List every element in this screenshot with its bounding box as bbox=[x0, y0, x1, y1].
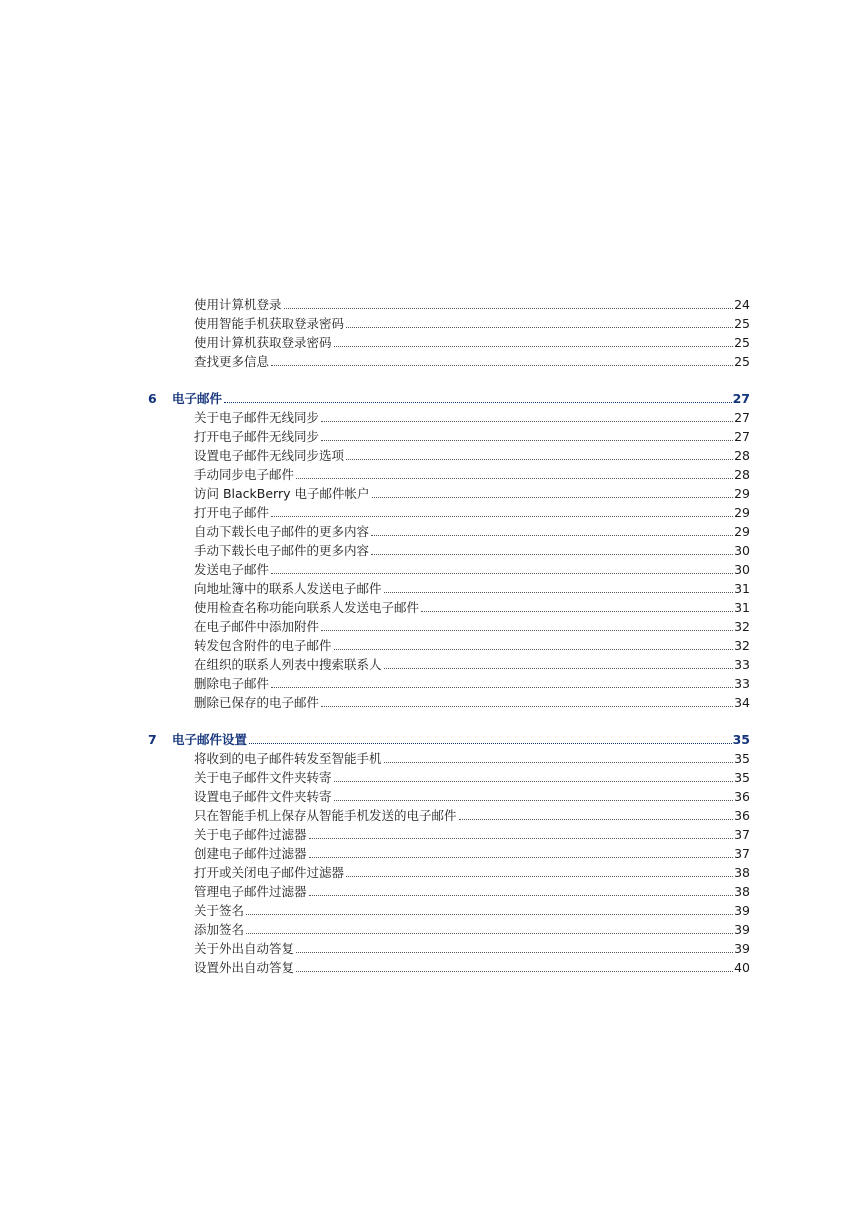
toc-entry[interactable] bbox=[148, 408, 750, 427]
entry-page-number: 25 bbox=[734, 335, 750, 350]
entry-page-number: 31 bbox=[734, 581, 750, 596]
entry-page-number: 27 bbox=[734, 429, 750, 444]
toc-entry[interactable] bbox=[148, 333, 750, 352]
toc-entry[interactable] bbox=[148, 636, 750, 655]
toc-entry[interactable] bbox=[148, 522, 750, 541]
dot-leader bbox=[224, 402, 732, 403]
entry-page-number: 37 bbox=[734, 827, 750, 842]
toc-entry[interactable] bbox=[148, 825, 750, 844]
entry-title: 将收到的电子邮件转发至智能手机 bbox=[194, 751, 382, 766]
dot-leader bbox=[372, 497, 734, 498]
toc-entry[interactable] bbox=[148, 882, 750, 901]
dot-leader bbox=[346, 327, 733, 328]
entry-title: 删除已保存的电子邮件 bbox=[194, 695, 320, 710]
entry-page-number: 34 bbox=[734, 695, 750, 710]
entry-title: 打开电子邮件无线同步 bbox=[194, 429, 320, 444]
entry-page-number: 33 bbox=[734, 657, 750, 672]
entry-title: 添加签名 bbox=[194, 922, 245, 937]
entry-page-number: 25 bbox=[734, 354, 750, 369]
entry-title: 使用检查名称功能向联系人发送电子邮件 bbox=[194, 600, 420, 615]
dot-leader bbox=[346, 876, 733, 877]
dot-leader bbox=[321, 706, 733, 707]
dot-leader bbox=[321, 630, 733, 631]
dot-leader bbox=[296, 971, 733, 972]
entry-page-number: 36 bbox=[734, 789, 750, 804]
dot-leader bbox=[271, 365, 733, 366]
toc-entry[interactable] bbox=[148, 541, 750, 560]
toc-entry[interactable] bbox=[148, 693, 750, 712]
entry-title: 关于电子邮件过滤器 bbox=[194, 827, 307, 842]
dot-leader bbox=[296, 952, 733, 953]
dot-leader bbox=[271, 516, 733, 517]
toc-entry[interactable] bbox=[148, 655, 750, 674]
entry-page-number: 25 bbox=[734, 316, 750, 331]
entry-page-number: 30 bbox=[734, 543, 750, 558]
entry-title: 自动下载长电子邮件的更多内容 bbox=[194, 524, 370, 539]
dot-leader bbox=[309, 857, 734, 858]
entry-page-number: 27 bbox=[734, 410, 750, 425]
toc-entry[interactable] bbox=[148, 787, 750, 806]
section-number: 7 bbox=[148, 732, 157, 747]
entry-title: 设置电子邮件无线同步选项 bbox=[194, 448, 345, 463]
entry-page-number: 30 bbox=[734, 562, 750, 577]
dot-leader bbox=[321, 440, 733, 441]
toc-entry[interactable] bbox=[148, 958, 750, 977]
toc-entry[interactable] bbox=[148, 503, 750, 522]
dot-leader bbox=[246, 933, 733, 934]
dot-leader bbox=[334, 781, 734, 782]
entry-title: 管理电子邮件过滤器 bbox=[194, 884, 307, 899]
entry-title: 关于电子邮件文件夹转寄 bbox=[194, 770, 332, 785]
entry-title: 在组织的联系人列表中搜索联系人 bbox=[194, 657, 382, 672]
dot-leader bbox=[421, 611, 733, 612]
entry-page-number: 32 bbox=[734, 638, 750, 653]
dot-leader bbox=[321, 421, 733, 422]
entry-title: 使用计算机获取登录密码 bbox=[194, 335, 332, 350]
toc-entry[interactable] bbox=[148, 295, 750, 314]
dot-leader bbox=[309, 895, 734, 896]
entry-title: 手动同步电子邮件 bbox=[194, 467, 295, 482]
entry-page-number: 37 bbox=[734, 846, 750, 861]
entry-title: 关于电子邮件无线同步 bbox=[194, 410, 320, 425]
section-title: 电子邮件设置 bbox=[172, 732, 248, 747]
dot-leader bbox=[334, 649, 734, 650]
dot-leader bbox=[284, 308, 734, 309]
entry-title: 发送电子邮件 bbox=[194, 562, 270, 577]
toc-entry[interactable] bbox=[148, 427, 750, 446]
section-title: 电子邮件 bbox=[172, 391, 223, 406]
entry-page-number: 39 bbox=[734, 941, 750, 956]
toc-entry[interactable] bbox=[148, 806, 750, 825]
dot-leader bbox=[334, 346, 734, 347]
entry-title: 删除电子邮件 bbox=[194, 676, 270, 691]
entry-title: 使用智能手机获取登录密码 bbox=[194, 316, 345, 331]
dot-leader bbox=[249, 743, 732, 744]
dot-leader bbox=[384, 592, 734, 593]
entry-page-number: 35 bbox=[734, 751, 750, 766]
entry-page-number: 28 bbox=[734, 448, 750, 463]
entry-page-number: 36 bbox=[734, 808, 750, 823]
toc-entry[interactable] bbox=[148, 352, 750, 371]
entry-page-number: 38 bbox=[734, 865, 750, 880]
entry-title: 使用计算机登录 bbox=[194, 297, 282, 312]
entry-title: 在电子邮件中添加附件 bbox=[194, 619, 320, 634]
toc-entry[interactable] bbox=[148, 768, 750, 787]
entry-page-number: 32 bbox=[734, 619, 750, 634]
dot-leader bbox=[371, 554, 733, 555]
dot-leader bbox=[334, 800, 734, 801]
entry-title: 向地址簿中的联系人发送电子邮件 bbox=[194, 581, 382, 596]
toc-entry[interactable] bbox=[148, 863, 750, 882]
section-page-number: 27 bbox=[732, 391, 750, 406]
entry-page-number: 29 bbox=[734, 486, 750, 501]
table-of-contents bbox=[148, 295, 750, 977]
dot-leader bbox=[384, 668, 734, 669]
dot-leader bbox=[371, 535, 733, 536]
entry-title: 访问 BlackBerry 电子邮件帐户 bbox=[194, 486, 370, 501]
section-number: 6 bbox=[148, 391, 157, 406]
section-page-number: 35 bbox=[732, 732, 750, 747]
dot-leader bbox=[459, 819, 734, 820]
toc-entry[interactable] bbox=[148, 901, 750, 920]
entry-page-number: 31 bbox=[734, 600, 750, 615]
toc-entry[interactable] bbox=[148, 920, 750, 939]
dot-leader bbox=[296, 478, 733, 479]
entry-title: 创建电子邮件过滤器 bbox=[194, 846, 307, 861]
entry-title: 打开电子邮件 bbox=[194, 505, 270, 520]
toc-entry[interactable] bbox=[148, 674, 750, 693]
entry-title: 关于外出自动答复 bbox=[194, 941, 295, 956]
dot-leader bbox=[346, 459, 733, 460]
toc-entry[interactable] bbox=[148, 314, 750, 333]
entry-page-number: 35 bbox=[734, 770, 750, 785]
toc-entry[interactable] bbox=[148, 617, 750, 636]
entry-title: 手动下载长电子邮件的更多内容 bbox=[194, 543, 370, 558]
toc-section-heading[interactable] bbox=[148, 730, 750, 749]
entry-page-number: 39 bbox=[734, 922, 750, 937]
toc-entry[interactable] bbox=[148, 598, 750, 617]
toc-entry[interactable] bbox=[148, 939, 750, 958]
entry-page-number: 24 bbox=[734, 297, 750, 312]
dot-leader bbox=[384, 762, 734, 763]
entry-page-number: 40 bbox=[734, 960, 750, 975]
toc-entry[interactable] bbox=[148, 465, 750, 484]
dot-leader bbox=[271, 573, 733, 574]
entry-title: 转发包含附件的电子邮件 bbox=[194, 638, 332, 653]
entry-page-number: 38 bbox=[734, 884, 750, 899]
dot-leader bbox=[309, 838, 734, 839]
entry-title: 查找更多信息 bbox=[194, 354, 270, 369]
toc-entry[interactable] bbox=[148, 579, 750, 598]
entry-title: 打开或关闭电子邮件过滤器 bbox=[194, 865, 345, 880]
dot-leader bbox=[246, 914, 733, 915]
entry-page-number: 29 bbox=[734, 524, 750, 539]
toc-entry[interactable] bbox=[148, 844, 750, 863]
entry-title: 设置外出自动答复 bbox=[194, 960, 295, 975]
entry-page-number: 39 bbox=[734, 903, 750, 918]
entry-title: 设置电子邮件文件夹转寄 bbox=[194, 789, 332, 804]
entry-title: 关于签名 bbox=[194, 903, 245, 918]
entry-page-number: 29 bbox=[734, 505, 750, 520]
entry-title: 只在智能手机上保存从智能手机发送的电子邮件 bbox=[194, 808, 457, 823]
entry-page-number: 33 bbox=[734, 676, 750, 691]
toc-entry[interactable] bbox=[148, 484, 750, 503]
entry-page-number: 28 bbox=[734, 467, 750, 482]
dot-leader bbox=[271, 687, 733, 688]
toc-entry[interactable] bbox=[148, 560, 750, 579]
toc-entry[interactable] bbox=[148, 749, 750, 768]
toc-section-heading[interactable] bbox=[148, 389, 750, 408]
toc-entry[interactable] bbox=[148, 446, 750, 465]
